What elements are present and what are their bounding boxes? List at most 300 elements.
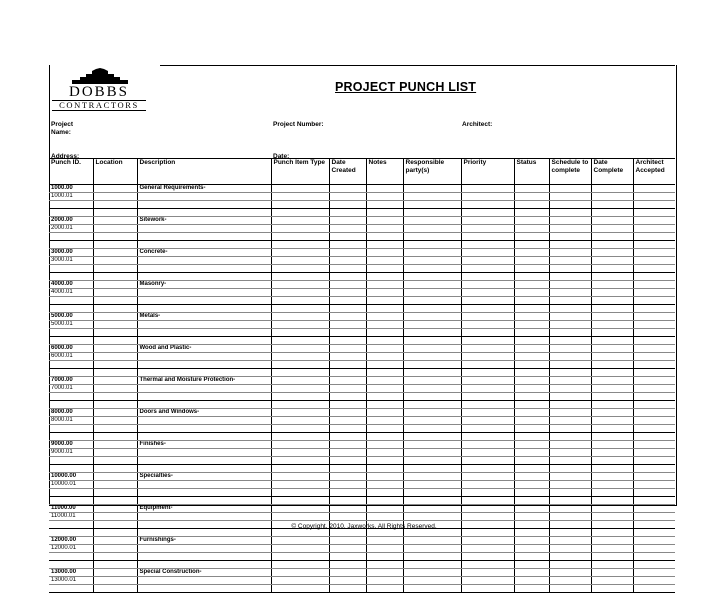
table-cell[interactable]	[403, 385, 461, 393]
table-cell[interactable]	[591, 465, 633, 473]
table-cell[interactable]	[591, 361, 633, 369]
table-cell[interactable]	[633, 209, 675, 217]
table-cell[interactable]	[461, 353, 514, 361]
table-cell[interactable]	[271, 201, 329, 209]
table-cell[interactable]	[591, 289, 633, 297]
table-cell[interactable]	[366, 297, 403, 305]
table-cell[interactable]	[591, 225, 633, 233]
table-cell[interactable]	[93, 313, 137, 321]
table-cell[interactable]	[271, 281, 329, 289]
table-cell[interactable]	[549, 217, 591, 225]
table-cell[interactable]	[591, 537, 633, 545]
table-cell[interactable]	[549, 233, 591, 241]
table-cell[interactable]	[366, 417, 403, 425]
table-cell[interactable]	[461, 585, 514, 593]
table-cell[interactable]	[514, 209, 549, 217]
table-cell[interactable]	[403, 329, 461, 337]
table-cell[interactable]	[271, 297, 329, 305]
table-cell[interactable]	[366, 585, 403, 593]
table-cell[interactable]	[549, 193, 591, 201]
table-cell[interactable]	[514, 441, 549, 449]
table-cell[interactable]	[461, 577, 514, 585]
table-cell[interactable]	[93, 361, 137, 369]
table-cell[interactable]	[514, 353, 549, 361]
table-cell[interactable]	[403, 201, 461, 209]
table-cell[interactable]	[549, 225, 591, 233]
table-cell[interactable]	[93, 481, 137, 489]
table-cell[interactable]	[633, 201, 675, 209]
table-cell[interactable]	[271, 441, 329, 449]
table-cell[interactable]	[93, 193, 137, 201]
table-cell[interactable]	[137, 257, 271, 265]
table-cell[interactable]	[93, 513, 137, 521]
table-cell[interactable]	[366, 457, 403, 465]
table-cell[interactable]	[514, 449, 549, 457]
table-cell[interactable]	[549, 585, 591, 593]
table-cell[interactable]	[271, 289, 329, 297]
table-cell[interactable]	[366, 273, 403, 281]
table-cell[interactable]	[49, 201, 93, 209]
table-cell[interactable]	[591, 329, 633, 337]
table-cell[interactable]	[329, 489, 366, 497]
table-cell[interactable]	[633, 441, 675, 449]
table-cell[interactable]	[549, 345, 591, 353]
table-cell[interactable]	[93, 553, 137, 561]
table-cell[interactable]	[549, 393, 591, 401]
table-cell[interactable]	[329, 345, 366, 353]
table-cell[interactable]	[93, 273, 137, 281]
table-cell[interactable]	[549, 281, 591, 289]
table-cell[interactable]	[271, 257, 329, 265]
table-cell[interactable]	[549, 537, 591, 545]
table-cell[interactable]	[633, 425, 675, 433]
table-cell[interactable]	[549, 401, 591, 409]
table-cell[interactable]	[549, 321, 591, 329]
table-cell[interactable]	[271, 569, 329, 577]
table-cell[interactable]	[329, 561, 366, 569]
table-cell[interactable]	[461, 233, 514, 241]
table-cell[interactable]	[633, 401, 675, 409]
table-cell[interactable]	[137, 545, 271, 553]
table-cell[interactable]	[549, 185, 591, 193]
table-cell[interactable]	[549, 273, 591, 281]
table-cell[interactable]	[137, 393, 271, 401]
table-cell[interactable]	[591, 233, 633, 241]
table-cell[interactable]	[514, 481, 549, 489]
table-cell[interactable]	[366, 329, 403, 337]
table-cell[interactable]	[549, 417, 591, 425]
table-cell[interactable]	[329, 577, 366, 585]
table-cell[interactable]	[93, 369, 137, 377]
table-cell[interactable]	[549, 329, 591, 337]
table-cell[interactable]	[403, 209, 461, 217]
table-cell[interactable]	[366, 289, 403, 297]
table-cell[interactable]	[49, 465, 93, 473]
table-cell[interactable]	[329, 321, 366, 329]
table-cell[interactable]	[329, 297, 366, 305]
table-cell[interactable]	[514, 225, 549, 233]
table-cell[interactable]	[514, 217, 549, 225]
table-cell[interactable]	[271, 241, 329, 249]
table-cell[interactable]	[49, 209, 93, 217]
table-cell[interactable]	[329, 217, 366, 225]
table-cell[interactable]	[633, 417, 675, 425]
table-cell[interactable]	[366, 249, 403, 257]
table-cell[interactable]	[271, 353, 329, 361]
table-cell[interactable]	[366, 257, 403, 265]
table-cell[interactable]	[137, 209, 271, 217]
table-cell[interactable]	[366, 225, 403, 233]
table-cell[interactable]	[271, 457, 329, 465]
table-cell[interactable]	[461, 473, 514, 481]
table-cell[interactable]	[366, 465, 403, 473]
table-cell[interactable]	[514, 561, 549, 569]
table-cell[interactable]	[403, 537, 461, 545]
table-cell[interactable]	[549, 337, 591, 345]
table-cell[interactable]	[591, 409, 633, 417]
table-cell[interactable]	[549, 561, 591, 569]
table-cell[interactable]	[591, 337, 633, 345]
table-cell[interactable]	[633, 433, 675, 441]
table-cell[interactable]	[549, 209, 591, 217]
table-cell[interactable]	[403, 505, 461, 513]
table-cell[interactable]	[329, 337, 366, 345]
table-cell[interactable]	[549, 409, 591, 417]
table-cell[interactable]	[329, 433, 366, 441]
table-cell[interactable]	[591, 545, 633, 553]
table-cell[interactable]	[549, 473, 591, 481]
table-cell[interactable]	[549, 249, 591, 257]
table-cell[interactable]	[366, 433, 403, 441]
table-cell[interactable]	[514, 329, 549, 337]
table-cell[interactable]	[271, 385, 329, 393]
table-cell[interactable]	[461, 481, 514, 489]
table-cell[interactable]	[137, 193, 271, 201]
table-cell[interactable]	[549, 441, 591, 449]
table-cell[interactable]	[591, 257, 633, 265]
table-cell[interactable]	[514, 585, 549, 593]
table-cell[interactable]	[49, 425, 93, 433]
table-cell[interactable]	[461, 513, 514, 521]
table-cell[interactable]	[271, 553, 329, 561]
table-cell[interactable]	[461, 249, 514, 257]
table-cell[interactable]	[271, 577, 329, 585]
table-cell[interactable]	[366, 537, 403, 545]
table-cell[interactable]	[461, 393, 514, 401]
table-cell[interactable]	[49, 233, 93, 241]
table-cell[interactable]	[271, 537, 329, 545]
table-cell[interactable]	[549, 201, 591, 209]
table-cell[interactable]	[591, 305, 633, 313]
table-cell[interactable]	[271, 369, 329, 377]
table-cell[interactable]	[633, 337, 675, 345]
table-cell[interactable]	[366, 209, 403, 217]
table-cell[interactable]	[366, 377, 403, 385]
table-cell[interactable]	[271, 345, 329, 353]
table-cell[interactable]	[461, 185, 514, 193]
table-cell[interactable]	[93, 585, 137, 593]
table-cell[interactable]	[137, 289, 271, 297]
table-cell[interactable]	[329, 209, 366, 217]
table-cell[interactable]	[461, 569, 514, 577]
table-cell[interactable]	[591, 481, 633, 489]
table-cell[interactable]	[271, 377, 329, 385]
table-cell[interactable]	[591, 281, 633, 289]
table-cell[interactable]	[403, 473, 461, 481]
table-cell[interactable]	[549, 369, 591, 377]
table-cell[interactable]	[549, 569, 591, 577]
table-cell[interactable]	[461, 193, 514, 201]
table-cell[interactable]	[329, 369, 366, 377]
table-cell[interactable]	[633, 321, 675, 329]
table-cell[interactable]	[93, 353, 137, 361]
table-cell[interactable]	[329, 289, 366, 297]
table-cell[interactable]	[271, 185, 329, 193]
table-cell[interactable]	[514, 473, 549, 481]
table-cell[interactable]	[329, 409, 366, 417]
table-cell[interactable]	[329, 569, 366, 577]
table-cell[interactable]	[403, 425, 461, 433]
table-cell[interactable]	[137, 433, 271, 441]
table-cell[interactable]	[93, 249, 137, 257]
table-cell[interactable]	[461, 449, 514, 457]
table-cell[interactable]	[49, 489, 93, 497]
table-cell[interactable]	[461, 385, 514, 393]
table-cell[interactable]	[93, 577, 137, 585]
table-cell[interactable]	[93, 233, 137, 241]
table-cell[interactable]	[93, 569, 137, 577]
table-cell[interactable]	[591, 401, 633, 409]
table-cell[interactable]	[461, 401, 514, 409]
table-cell[interactable]	[514, 489, 549, 497]
table-cell[interactable]	[366, 193, 403, 201]
table-cell[interactable]	[461, 545, 514, 553]
table-cell[interactable]	[461, 305, 514, 313]
table-cell[interactable]	[514, 497, 549, 505]
table-cell[interactable]	[93, 537, 137, 545]
table-cell[interactable]	[49, 273, 93, 281]
table-cell[interactable]	[93, 337, 137, 345]
table-cell[interactable]	[591, 505, 633, 513]
table-cell[interactable]	[329, 265, 366, 273]
table-cell[interactable]	[137, 361, 271, 369]
table-cell[interactable]	[514, 321, 549, 329]
table-cell[interactable]	[271, 249, 329, 257]
table-cell[interactable]	[93, 281, 137, 289]
table-cell[interactable]	[633, 233, 675, 241]
table-cell[interactable]	[137, 417, 271, 425]
table-cell[interactable]	[366, 353, 403, 361]
table-cell[interactable]	[137, 329, 271, 337]
table-cell[interactable]	[461, 313, 514, 321]
table-cell[interactable]	[366, 321, 403, 329]
table-cell[interactable]	[93, 257, 137, 265]
table-cell[interactable]	[633, 377, 675, 385]
table-cell[interactable]	[549, 241, 591, 249]
table-cell[interactable]	[93, 289, 137, 297]
table-cell[interactable]	[49, 337, 93, 345]
table-cell[interactable]	[549, 385, 591, 393]
table-cell[interactable]	[329, 553, 366, 561]
table-cell[interactable]	[366, 449, 403, 457]
table-cell[interactable]	[514, 409, 549, 417]
table-cell[interactable]	[633, 353, 675, 361]
table-cell[interactable]	[329, 233, 366, 241]
table-cell[interactable]	[329, 401, 366, 409]
table-cell[interactable]	[271, 401, 329, 409]
table-cell[interactable]	[591, 321, 633, 329]
table-cell[interactable]	[137, 297, 271, 305]
table-cell[interactable]	[93, 457, 137, 465]
table-cell[interactable]	[633, 393, 675, 401]
table-cell[interactable]	[514, 273, 549, 281]
table-cell[interactable]	[403, 241, 461, 249]
table-cell[interactable]	[329, 257, 366, 265]
table-cell[interactable]	[514, 537, 549, 545]
table-cell[interactable]	[514, 201, 549, 209]
table-cell[interactable]	[633, 225, 675, 233]
table-cell[interactable]	[137, 273, 271, 281]
table-cell[interactable]	[403, 489, 461, 497]
table-cell[interactable]	[329, 249, 366, 257]
table-cell[interactable]	[591, 193, 633, 201]
table-cell[interactable]	[403, 345, 461, 353]
table-cell[interactable]	[329, 241, 366, 249]
table-cell[interactable]	[271, 393, 329, 401]
table-cell[interactable]	[591, 369, 633, 377]
table-cell[interactable]	[137, 585, 271, 593]
table-cell[interactable]	[591, 217, 633, 225]
table-cell[interactable]	[137, 369, 271, 377]
table-cell[interactable]	[366, 513, 403, 521]
table-cell[interactable]	[591, 417, 633, 425]
table-cell[interactable]	[93, 473, 137, 481]
table-cell[interactable]	[591, 241, 633, 249]
table-cell[interactable]	[461, 281, 514, 289]
table-cell[interactable]	[93, 417, 137, 425]
table-cell[interactable]	[271, 473, 329, 481]
table-cell[interactable]	[49, 561, 93, 569]
table-cell[interactable]	[591, 249, 633, 257]
table-cell[interactable]	[366, 401, 403, 409]
table-cell[interactable]	[403, 265, 461, 273]
table-cell[interactable]	[591, 273, 633, 281]
table-cell[interactable]	[549, 553, 591, 561]
table-cell[interactable]	[93, 329, 137, 337]
table-cell[interactable]	[633, 537, 675, 545]
table-cell[interactable]	[329, 361, 366, 369]
table-cell[interactable]	[549, 353, 591, 361]
table-cell[interactable]	[633, 281, 675, 289]
table-cell[interactable]	[403, 233, 461, 241]
table-cell[interactable]	[329, 441, 366, 449]
table-cell[interactable]	[271, 417, 329, 425]
table-cell[interactable]	[49, 241, 93, 249]
table-cell[interactable]	[366, 569, 403, 577]
table-cell[interactable]	[461, 441, 514, 449]
table-cell[interactable]	[633, 577, 675, 585]
table-cell[interactable]	[403, 585, 461, 593]
table-cell[interactable]	[137, 337, 271, 345]
table-cell[interactable]	[329, 417, 366, 425]
table-cell[interactable]	[461, 337, 514, 345]
table-cell[interactable]	[633, 385, 675, 393]
table-cell[interactable]	[49, 393, 93, 401]
table-cell[interactable]	[461, 505, 514, 513]
table-cell[interactable]	[633, 241, 675, 249]
table-cell[interactable]	[49, 329, 93, 337]
table-cell[interactable]	[514, 297, 549, 305]
table-cell[interactable]	[403, 281, 461, 289]
table-cell[interactable]	[514, 553, 549, 561]
table-cell[interactable]	[514, 185, 549, 193]
table-cell[interactable]	[633, 297, 675, 305]
table-cell[interactable]	[366, 185, 403, 193]
table-cell[interactable]	[633, 553, 675, 561]
table-cell[interactable]	[403, 193, 461, 201]
table-cell[interactable]	[137, 201, 271, 209]
table-cell[interactable]	[271, 545, 329, 553]
table-cell[interactable]	[329, 313, 366, 321]
table-cell[interactable]	[633, 505, 675, 513]
table-cell[interactable]	[633, 265, 675, 273]
table-cell[interactable]	[403, 337, 461, 345]
table-cell[interactable]	[633, 585, 675, 593]
table-cell[interactable]	[633, 305, 675, 313]
table-cell[interactable]	[549, 505, 591, 513]
table-cell[interactable]	[514, 241, 549, 249]
table-cell[interactable]	[137, 449, 271, 457]
table-cell[interactable]	[633, 361, 675, 369]
table-cell[interactable]	[329, 305, 366, 313]
table-cell[interactable]	[49, 265, 93, 273]
table-cell[interactable]	[366, 545, 403, 553]
table-cell[interactable]	[403, 321, 461, 329]
table-cell[interactable]	[93, 217, 137, 225]
table-cell[interactable]	[403, 257, 461, 265]
table-cell[interactable]	[461, 201, 514, 209]
table-cell[interactable]	[514, 281, 549, 289]
table-cell[interactable]	[591, 497, 633, 505]
table-cell[interactable]	[549, 377, 591, 385]
table-cell[interactable]	[591, 425, 633, 433]
table-cell[interactable]	[549, 497, 591, 505]
table-cell[interactable]	[329, 425, 366, 433]
table-cell[interactable]	[403, 433, 461, 441]
table-cell[interactable]	[514, 385, 549, 393]
table-cell[interactable]	[591, 433, 633, 441]
table-cell[interactable]	[329, 193, 366, 201]
table-cell[interactable]	[49, 369, 93, 377]
table-cell[interactable]	[366, 489, 403, 497]
table-cell[interactable]	[403, 457, 461, 465]
table-cell[interactable]	[93, 385, 137, 393]
table-cell[interactable]	[93, 225, 137, 233]
table-cell[interactable]	[366, 481, 403, 489]
table-cell[interactable]	[514, 417, 549, 425]
table-cell[interactable]	[366, 345, 403, 353]
table-cell[interactable]	[93, 321, 137, 329]
table-cell[interactable]	[514, 505, 549, 513]
table-cell[interactable]	[366, 201, 403, 209]
table-cell[interactable]	[514, 305, 549, 313]
table-cell[interactable]	[271, 265, 329, 273]
table-cell[interactable]	[461, 369, 514, 377]
table-cell[interactable]	[403, 513, 461, 521]
table-cell[interactable]	[591, 353, 633, 361]
table-cell[interactable]	[403, 465, 461, 473]
table-cell[interactable]	[549, 289, 591, 297]
